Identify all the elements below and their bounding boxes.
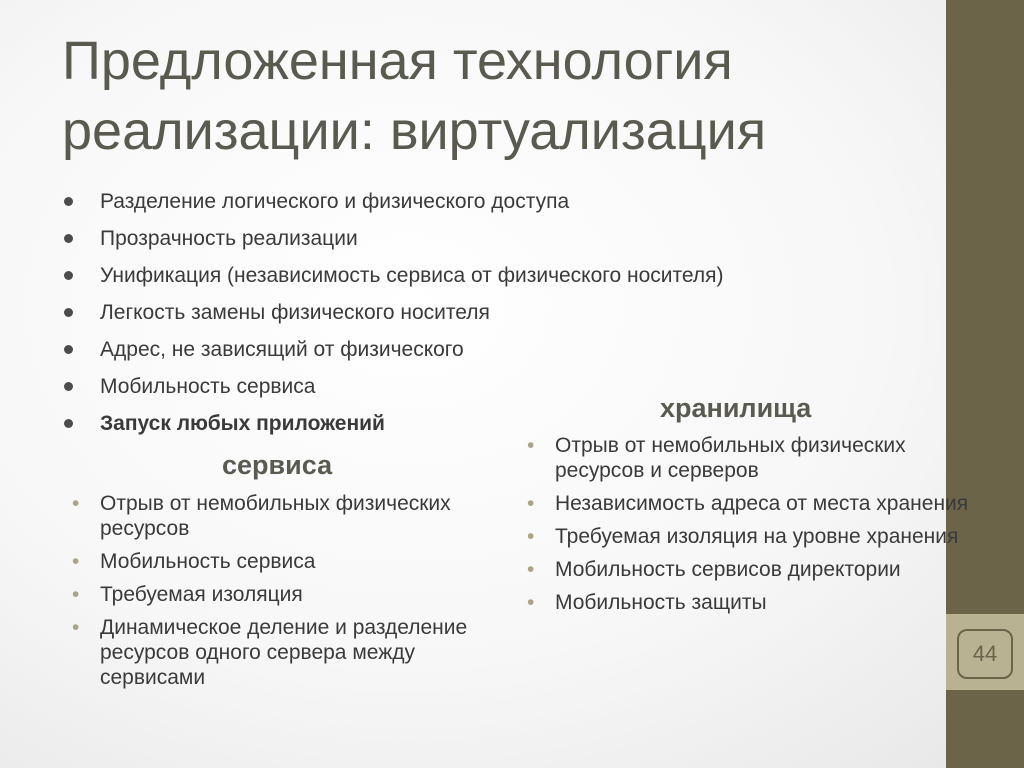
main-bullet — [62, 183, 942, 220]
sub-bullet-icon: • — [72, 616, 80, 639]
page-number: 44 — [972, 641, 998, 666]
storage-item — [527, 524, 997, 549]
sub-bullet-icon: • — [527, 434, 535, 457]
bullet-dot-icon — [64, 382, 73, 391]
bullet-dot-icon — [64, 308, 73, 317]
storage-heading: хранилища — [660, 393, 812, 423]
bullet-dot-icon — [64, 419, 73, 428]
service-item — [72, 549, 472, 574]
service-item-text: Отрыв от немобильных физических ресурсов — [100, 492, 451, 540]
storage-item-text: Независимость адреса от места хранения — [555, 492, 969, 515]
page-number-badge — [957, 629, 1013, 679]
bullet-dot-icon — [64, 197, 73, 206]
storage-item-text: Мобильность сервисов директории — [555, 558, 901, 581]
main-bullet-text: Запуск любых приложений — [100, 412, 385, 435]
main-bullet — [62, 294, 942, 331]
service-item-text: Мобильность сервиса — [100, 550, 316, 573]
storage-item — [527, 433, 997, 483]
main-bullet — [62, 331, 942, 368]
sub-bullet-icon: • — [527, 558, 535, 581]
main-bullet-text: Прозрачность реализации — [100, 227, 358, 250]
bullet-dot-icon — [64, 234, 73, 243]
storage-item — [527, 491, 997, 516]
main-bullet-text: Разделение логического и физического доступа — [100, 190, 570, 213]
service-item — [72, 615, 472, 690]
bullet-dot-icon — [64, 271, 73, 280]
main-bullet-text: Легкость замены физического носителя — [100, 301, 490, 324]
storage-item-text: Отрыв от немобильных физических ресурсов и серверов — [555, 434, 906, 482]
main-bullet — [62, 257, 942, 294]
service-list — [72, 491, 472, 698]
storage-item — [527, 590, 997, 615]
main-bullet-text: Унификация (независимость сервиса от физического носителя) — [100, 264, 724, 287]
sub-bullet-icon: • — [527, 492, 535, 515]
storage-item — [527, 557, 997, 582]
main-bullet-text: Мобильность сервиса — [100, 375, 316, 398]
storage-item-text: Мобильность защиты — [555, 591, 767, 614]
sub-bullet-icon: • — [527, 591, 535, 614]
service-item-text: Динамическое деление и разделение ресурсов одного сервера между сервисами — [100, 616, 468, 689]
slide-title: Предложенная технология реализации: виртуализация — [62, 31, 767, 161]
sub-bullet-icon: • — [527, 525, 535, 548]
service-item — [72, 491, 472, 541]
storage-list — [527, 433, 997, 623]
main-bullet — [62, 220, 942, 257]
service-item-text: Требуемая изоляция — [100, 583, 303, 606]
bullet-dot-icon — [64, 345, 73, 354]
sub-bullet-icon: • — [72, 492, 80, 515]
main-bullet-text: Адрес, не зависящий от физического — [100, 338, 464, 361]
sub-bullet-icon: • — [72, 583, 80, 606]
sub-bullet-icon: • — [72, 550, 80, 573]
storage-item-text: Требуемая изоляция на уровне хранения — [555, 525, 959, 548]
service-item — [72, 582, 472, 607]
service-heading: сервиса — [222, 450, 333, 480]
